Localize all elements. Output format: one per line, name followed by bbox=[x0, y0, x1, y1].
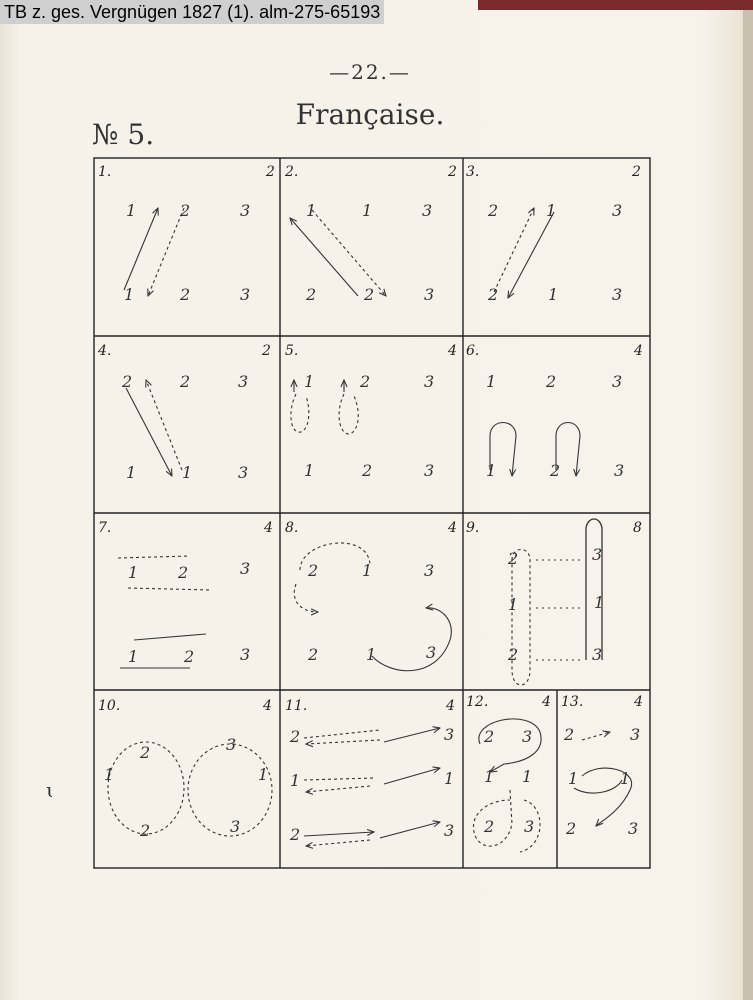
position-label: 3 bbox=[522, 727, 533, 746]
position-label: 3 bbox=[444, 725, 455, 744]
position-label: 1 bbox=[548, 285, 559, 304]
cell-count-12: 4 bbox=[542, 694, 551, 710]
position-label: 3 bbox=[238, 372, 249, 391]
position-label: 1 bbox=[486, 372, 497, 391]
cell-count-9: 8 bbox=[633, 520, 642, 536]
position-label: 3 bbox=[630, 725, 641, 744]
position-label: 1 bbox=[366, 645, 377, 664]
figure-13-positions bbox=[563, 725, 640, 838]
figure-4-positions bbox=[121, 372, 248, 482]
position-label: 2 bbox=[362, 461, 373, 480]
position-label: 1 bbox=[362, 561, 373, 580]
position-label: 3 bbox=[424, 461, 435, 480]
position-label: 2 bbox=[178, 563, 189, 582]
figure-9-positions bbox=[507, 545, 604, 664]
cell-count-10: 4 bbox=[263, 698, 272, 714]
cell-label-4: 4. bbox=[98, 343, 112, 359]
cell-count-1: 2 bbox=[266, 164, 275, 180]
position-label: 1 bbox=[290, 771, 301, 790]
cell-count-4: 2 bbox=[262, 343, 271, 359]
position-label: 2 bbox=[140, 821, 151, 840]
position-label: 2 bbox=[140, 743, 151, 762]
position-label: 2 bbox=[364, 285, 375, 304]
cell-count-6: 4 bbox=[634, 343, 643, 359]
margin-mark: ɩ bbox=[46, 778, 54, 802]
position-label: 3 bbox=[614, 461, 625, 480]
movement-paths bbox=[108, 208, 632, 852]
position-label: 1 bbox=[546, 201, 557, 220]
cell-label-2: 2. bbox=[285, 164, 299, 180]
position-label: 2 bbox=[290, 727, 301, 746]
position-label: 1 bbox=[486, 461, 497, 480]
cell-label-3: 3. bbox=[466, 164, 480, 180]
position-label: 1 bbox=[304, 461, 315, 480]
position-label: 2 bbox=[306, 285, 317, 304]
position-label: 2 bbox=[488, 285, 499, 304]
cell-label-5: 5. bbox=[285, 343, 299, 359]
cell-count-8: 4 bbox=[448, 520, 457, 536]
position-label: 2 bbox=[180, 372, 191, 391]
position-label: 1 bbox=[182, 463, 193, 482]
position-label: 3 bbox=[240, 201, 251, 220]
cell-label-11: 11. bbox=[285, 698, 308, 714]
cell-count-13: 4 bbox=[634, 694, 643, 710]
position-label: 3 bbox=[628, 819, 639, 838]
position-label: 1 bbox=[126, 463, 137, 482]
position-label: 3 bbox=[230, 817, 241, 836]
position-label: 2 bbox=[180, 201, 191, 220]
position-label: 1 bbox=[258, 765, 269, 784]
position-label: 3 bbox=[240, 285, 251, 304]
position-label: 2 bbox=[122, 372, 133, 391]
position-label: 1 bbox=[568, 769, 579, 788]
position-label: 3 bbox=[592, 645, 603, 664]
position-label: 2 bbox=[488, 201, 499, 220]
position-label: 2 bbox=[550, 461, 561, 480]
position-label: 3 bbox=[240, 559, 251, 578]
position-label: 1 bbox=[306, 201, 317, 220]
position-label: 3 bbox=[612, 372, 623, 391]
position-label: 3 bbox=[238, 463, 249, 482]
position-label: 2 bbox=[484, 817, 495, 836]
figure-11-positions bbox=[289, 725, 454, 844]
position-label: 3 bbox=[424, 372, 435, 391]
figure-2-positions bbox=[305, 201, 434, 304]
position-label: 1 bbox=[128, 647, 139, 666]
figure-5-positions bbox=[304, 372, 434, 480]
cell-label-8: 8. bbox=[285, 520, 299, 536]
cell-label-9: 9. bbox=[466, 520, 480, 536]
position-label: 1 bbox=[104, 765, 115, 784]
figure-3-positions bbox=[487, 201, 622, 304]
position-label: 2 bbox=[484, 727, 495, 746]
figure-number: № 5. bbox=[92, 118, 155, 151]
page-title: Française. bbox=[295, 98, 445, 131]
position-label: 3 bbox=[612, 285, 623, 304]
cell-count-3: 2 bbox=[632, 164, 641, 180]
position-label: 1 bbox=[126, 201, 137, 220]
position-label: 1 bbox=[124, 285, 135, 304]
cell-label-6: 6. bbox=[466, 343, 480, 359]
image-caption: TB z. ges. Vergnügen 1827 (1). alm-275-65193 bbox=[0, 0, 384, 24]
figure-8-positions bbox=[307, 561, 436, 664]
position-label: 1 bbox=[594, 593, 605, 612]
cell-label-13: 13. bbox=[561, 694, 584, 710]
position-label: 3 bbox=[422, 201, 433, 220]
position-label: 1 bbox=[304, 372, 315, 391]
position-label: 3 bbox=[240, 645, 251, 664]
position-label: 2 bbox=[508, 549, 519, 568]
cell-label-7: 7. bbox=[98, 520, 112, 536]
position-label: 2 bbox=[508, 645, 519, 664]
position-label: 3 bbox=[524, 817, 535, 836]
position-label: 1 bbox=[444, 769, 455, 788]
cell-count-7: 4 bbox=[264, 520, 273, 536]
position-label: 1 bbox=[620, 769, 631, 788]
cell-count-2: 2 bbox=[448, 164, 457, 180]
position-label: 3 bbox=[226, 735, 237, 754]
position-label: 2 bbox=[308, 645, 319, 664]
position-label: 1 bbox=[362, 201, 373, 220]
position-label: 2 bbox=[308, 561, 319, 580]
position-label: 1 bbox=[128, 563, 139, 582]
page-number: —22.— bbox=[329, 60, 411, 84]
figure-12-positions bbox=[483, 727, 534, 836]
position-label: 3 bbox=[424, 561, 435, 580]
figure-7-positions bbox=[128, 559, 250, 666]
figure-10-positions bbox=[104, 735, 268, 840]
position-label: 1 bbox=[484, 767, 495, 786]
position-label: 3 bbox=[426, 643, 437, 662]
position-label: 1 bbox=[508, 595, 519, 614]
position-label: 2 bbox=[566, 819, 577, 838]
figure-1-positions bbox=[124, 201, 250, 304]
position-label: 2 bbox=[184, 647, 195, 666]
position-label: 2 bbox=[360, 372, 371, 391]
cell-label-12: 12. bbox=[466, 694, 489, 710]
cell-label-1: 1. bbox=[98, 164, 112, 180]
position-label: 3 bbox=[612, 201, 623, 220]
position-label: 3 bbox=[424, 285, 435, 304]
cell-count-11: 4 bbox=[446, 698, 455, 714]
cell-label-10: 10. bbox=[98, 698, 121, 714]
position-label: 3 bbox=[592, 545, 603, 564]
position-label: 2 bbox=[290, 825, 301, 844]
cell-count-5: 4 bbox=[448, 343, 457, 359]
position-label: 2 bbox=[564, 725, 575, 744]
position-label: 3 bbox=[444, 821, 455, 840]
position-label: 2 bbox=[180, 285, 191, 304]
figure-6-positions bbox=[486, 372, 624, 480]
position-label: 2 bbox=[546, 372, 557, 391]
position-label: 1 bbox=[522, 767, 533, 786]
